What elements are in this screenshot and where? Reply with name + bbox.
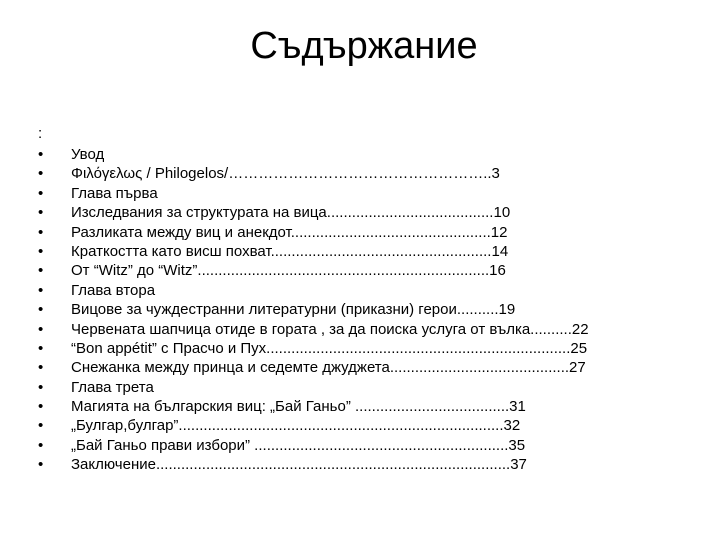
toc-item-text: Червената шапчица отиде в гората , за да поиска услуга от вълка..........22 bbox=[71, 320, 589, 338]
bullet-icon: • bbox=[38, 320, 44, 338]
toc-item bbox=[38, 203, 718, 222]
toc-item-text: “Bon appétit” с Прасчо и Пух.........................................................................25 bbox=[71, 339, 588, 357]
toc-item-text: Φιλόγελως / Philogelos/……………………………………………..3 bbox=[71, 165, 500, 183]
toc-item-text: Увод bbox=[71, 146, 105, 163]
toc-item-text: Заключение.....................................................................................37 bbox=[71, 456, 527, 474]
toc-item bbox=[38, 378, 718, 397]
bullet-icon: • bbox=[38, 398, 44, 416]
bullet-icon: • bbox=[38, 436, 44, 454]
toc-item bbox=[38, 358, 718, 377]
colon-marker: : bbox=[38, 125, 43, 142]
toc-item bbox=[38, 320, 718, 339]
toc-item-text: „Бай Ганьо прави избори” .............................................................35 bbox=[71, 436, 526, 454]
bullet-icon: • bbox=[38, 339, 44, 357]
toc-item-text: Вицове за чуждестранни литературни (приказни) герои..........19 bbox=[71, 301, 516, 319]
toc-item-text: Снежанка между принца и седемте джуджета...........................................27 bbox=[71, 359, 586, 377]
toc-item bbox=[38, 145, 718, 164]
bullet-icon: • bbox=[38, 281, 44, 299]
bullet-icon: • bbox=[38, 417, 44, 435]
toc-item-text: Глава втора bbox=[71, 281, 156, 299]
bullet-icon: • bbox=[38, 378, 44, 396]
bullet-icon: • bbox=[38, 223, 44, 241]
toc-item bbox=[38, 164, 718, 183]
bullet-icon: • bbox=[38, 301, 44, 319]
table-of-contents bbox=[38, 145, 718, 475]
toc-item bbox=[38, 300, 718, 319]
toc-item bbox=[38, 455, 718, 474]
bullet-icon: • bbox=[38, 184, 44, 202]
toc-item-text: „Булгар,булгар”..............................................................................32 bbox=[71, 417, 521, 435]
toc-item bbox=[38, 281, 718, 300]
toc-item-text: Разликата между виц и анекдот................................................12 bbox=[71, 223, 508, 241]
bullet-icon: • bbox=[38, 165, 44, 183]
toc-item bbox=[38, 436, 718, 455]
bullet-icon: • bbox=[38, 146, 44, 163]
toc-item bbox=[38, 339, 718, 358]
bullet-icon: • bbox=[38, 242, 44, 260]
toc-item-text: От “Witz” до “Witz”......................................................................16 bbox=[71, 262, 506, 280]
bullet-icon: • bbox=[38, 456, 44, 474]
toc-item bbox=[38, 416, 718, 435]
toc-item-text: Глава трета bbox=[71, 378, 154, 396]
toc-item bbox=[38, 184, 718, 203]
toc-item bbox=[38, 261, 718, 280]
toc-item-text: Изследвания за структурата на вица........................................10 bbox=[71, 204, 511, 222]
toc-item-text: Краткостта като висш похват.....................................................14 bbox=[71, 242, 509, 260]
bullet-icon: • bbox=[38, 204, 44, 222]
bullet-icon: • bbox=[38, 359, 44, 377]
toc-item bbox=[38, 397, 718, 416]
slide-title: Съдържание bbox=[250, 25, 478, 67]
toc-item bbox=[38, 223, 718, 242]
toc-item bbox=[38, 242, 718, 261]
toc-item-text: Магията на българския виц: „Бай Ганьо” .....................................31 bbox=[71, 398, 526, 416]
toc-item-text: Глава първа bbox=[71, 184, 158, 202]
bullet-icon: • bbox=[38, 262, 44, 280]
